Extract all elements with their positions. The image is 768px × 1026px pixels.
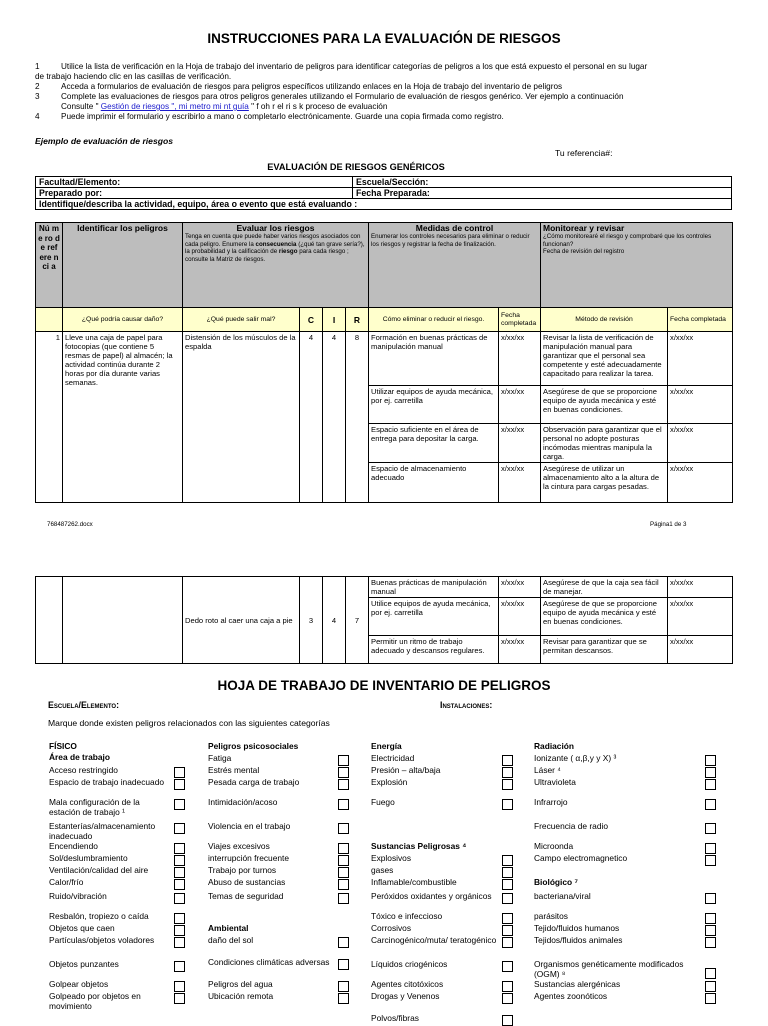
hazard-checkbox[interactable] <box>338 981 349 992</box>
page-title: INSTRUCCIONES PARA LA EVALUACIÓN DE RIESGOS <box>207 31 561 46</box>
hazard-item: Sustancias alergénicas <box>534 979 621 989</box>
hazard-item: Calor/frío <box>49 877 84 887</box>
review-date: x/xx/xx <box>668 424 733 463</box>
date-done2-subheader: Fecha completada <box>668 308 733 332</box>
hazard-checkbox[interactable] <box>502 925 513 936</box>
inventory-title: HOJA DE TRABAJO DE INVENTARIO DE PELIGROS <box>217 678 551 693</box>
hazard-item: Condiciones climáticas adversas <box>208 957 330 967</box>
reference-label: Tu referencia#: <box>555 148 613 158</box>
review-cell: Asegúrese de utilizar un almacenamiento alto a la altura de la cintura para cargas pesadas. <box>541 463 668 503</box>
hazard-item: Peligros del agua <box>208 979 273 989</box>
hazard-checkbox[interactable] <box>502 779 513 790</box>
review-date: x/xx/xx <box>668 636 733 664</box>
hazard-item: Abuso de sustancias <box>208 877 286 887</box>
faculty-field[interactable]: Facultad/Elemento: <box>36 177 353 188</box>
hazard-cell: Lleve una caja de papel para fotocopias (que contiene 5 resmas de papel) al almacén; la actividad continúa durante 2 horas por día durante varias semanas. <box>63 332 183 503</box>
hazard-item: Ventilación/calidad del aire <box>49 865 149 875</box>
cause-subheader: ¿Qué podría causar daño? <box>63 308 183 332</box>
control-date: x/xx/xx <box>499 332 541 386</box>
hazard-checkbox[interactable] <box>705 823 716 834</box>
hazard-checkbox[interactable] <box>502 879 513 890</box>
hazard-checkbox[interactable] <box>705 755 716 766</box>
inventory-instruction: Marque donde existen peligros relacionados con las siguientes categorías <box>48 718 330 728</box>
control-date: x/xx/xx <box>499 424 541 463</box>
date-prepared-field[interactable]: Fecha Preparada: <box>353 188 732 199</box>
review-date: x/xx/xx <box>668 577 733 598</box>
hazard-item: Ionizante ( α,β,y y X) ³ <box>534 753 617 763</box>
hazard-checkbox[interactable] <box>705 767 716 778</box>
hazard-item: Ultravioleta <box>534 777 576 787</box>
date-done-subheader: Fecha completada <box>499 308 541 332</box>
form-title: EVALUACIÓN DE RIESGOS GENÉRICOS <box>267 162 445 172</box>
hazard-item: Acceso restringido <box>49 765 118 775</box>
hazard-checkbox[interactable] <box>338 767 349 778</box>
control-cell: Permitir un ritmo de trabajo adecuado y descansos regulares. <box>369 636 499 664</box>
hazard-item: Sol/deslumbramiento <box>49 853 128 863</box>
identify-hazards-header: Identificar los peligros <box>63 223 183 308</box>
hazard-item: Estanterías/almacenamiento inadecuado <box>49 821 156 841</box>
risk-cell: Distensión de los músculos de la espalda <box>183 332 300 503</box>
i-value: 4 <box>323 332 346 503</box>
instruction-item: 1 Utilice la lista de verificación en la Hoja de trabajo del inventario de peligros para identificar categorías de peligros a los que está expuesto el personal en su lugar <box>35 62 648 71</box>
hazard-checkbox[interactable] <box>174 799 185 810</box>
hazard-checkbox[interactable] <box>502 1015 513 1026</box>
hazard-checkbox[interactable] <box>174 925 185 936</box>
hazard-checkbox[interactable] <box>502 981 513 992</box>
hazard-item: gases <box>371 865 394 875</box>
risk-management-link[interactable]: Gestión de riesgos ", mi metro mi nt guía <box>100 102 249 111</box>
instruction-item: 3 Complete las evaluaciones de riesgos para otros peligros generales utilizando el Formulario de evaluación de riesgos genérico. Ver ejemplo a continuación <box>35 92 624 101</box>
hazard-checkbox[interactable] <box>338 755 349 766</box>
hazard-checkbox[interactable] <box>502 913 513 924</box>
c-value: 3 <box>300 577 323 664</box>
hazard-item: Estrés mental <box>208 765 260 775</box>
hazard-item: Microonda <box>534 841 574 851</box>
control-measures-header: Medidas de control Enumerar los controles necesarios para eliminar o reducir los riesgos y registrar la fecha de finalización. <box>369 223 541 308</box>
wrong-subheader: ¿Qué puede salir mal? <box>183 308 300 332</box>
hazard-item: Pesada carga de trabajo <box>208 777 300 787</box>
hazard-item: Electricidad <box>371 753 415 763</box>
hazard-item: Fatiga <box>208 753 232 763</box>
hazard-item: Polvos/fibras <box>371 1013 419 1023</box>
monitor-review-header: Monitorear y revisar ¿Cómo monitorearé el riesgo y comprobaré que los controles funcionan? Fecha de revisión del registro <box>541 223 733 308</box>
category-heading: Radiación <box>534 741 575 751</box>
category-heading: FÍSICO <box>49 741 77 751</box>
risk-subheader: R <box>346 308 369 332</box>
hazard-checkbox[interactable] <box>338 937 349 948</box>
review-cell: Observación para garantizar que el personal no adopte posturas incómodas mientras manipula la carga. <box>541 424 668 463</box>
hazard-item: Drogas y Venenos <box>371 991 440 1001</box>
hazard-item: Objetos que caen <box>49 923 115 933</box>
hazard-checkbox[interactable] <box>338 855 349 866</box>
control-date: x/xx/xx <box>499 636 541 664</box>
hazard-checkbox[interactable] <box>705 855 716 866</box>
hazard-item: Láser ⁴ <box>534 765 561 775</box>
hazard-checkbox[interactable] <box>502 893 513 904</box>
hazard-item: Frecuencia de radio <box>534 821 609 831</box>
hazard-checkbox[interactable] <box>174 981 185 992</box>
hazard-item: Mala configuración de la estación de trabajo ¹ <box>49 797 140 817</box>
instruction-item: 2 Acceda a formularios de evaluación de riesgos para peligros específicos utilizando enlaces en la Hoja de trabajo del inventario de peligros <box>35 82 563 91</box>
hazard-checkbox[interactable] <box>705 925 716 936</box>
hazard-item: daño del sol <box>208 935 254 945</box>
hazard-checkbox[interactable] <box>338 843 349 854</box>
hazard-checkbox[interactable] <box>338 959 349 970</box>
hazard-item: Tóxico e infeccioso <box>371 911 443 921</box>
ref-number-header: Nú me ro de ref ere nci a <box>36 223 63 308</box>
identify-activity-field[interactable]: Identifique/describa la actividad, equipo, área o evento que está evaluando : <box>36 199 732 210</box>
hazard-item: Trabajo por turnos <box>208 865 277 875</box>
hazard-item: Ubicación remota <box>208 991 274 1001</box>
review-cell: Asegúrese de que la caja sea fácil de manejar. <box>541 577 668 598</box>
control-cell: Formación en buenas prácticas de manipulación manual <box>369 332 499 386</box>
hazard-checkbox[interactable] <box>502 799 513 810</box>
review-cell: Revisar la lista de verificación de manipulación manual para garantizar que el personal sea competente y esté adecuadamente capacitado para realizar la tarea. <box>541 332 668 386</box>
review-cell: Asegúrese de que se proporcione equipo de ayuda mecánica y esté en buenas condiciones. <box>541 386 668 424</box>
control-cell: Buenas prácticas de manipulación manual <box>369 577 499 598</box>
how-subheader: Cómo eliminar o reducir el riesgo. <box>369 308 499 332</box>
control-cell: Utilice equipos de ayuda mecánica, por ej. carretilla <box>369 598 499 636</box>
control-date: x/xx/xx <box>499 386 541 424</box>
category-heading: Biológico ⁷ <box>534 877 578 887</box>
footer-page-number: Página1 de 3 <box>650 521 687 528</box>
hazard-item: Temas de seguridad <box>208 891 284 901</box>
hazard-item: Explosivos <box>371 853 412 863</box>
hazard-item: interrupción frecuente <box>208 853 290 863</box>
hazard-item: Viajes excesivos <box>208 841 270 851</box>
hazard-checkbox[interactable] <box>174 867 185 878</box>
hazard-item: Organismos genéticamente modificados (OGM) ⁸ <box>534 959 684 979</box>
hazard-item: Campo electromagnetico <box>534 853 628 863</box>
hazard-checkbox[interactable] <box>174 993 185 1004</box>
hazard-item: Presión – alta/baja <box>371 765 441 775</box>
review-date: x/xx/xx <box>668 386 733 424</box>
example-label: Ejemplo de evaluación de riesgos <box>35 136 174 146</box>
category-heading: Peligros psicosociales <box>208 741 299 751</box>
inventory-facilities-label: Instalaciones: <box>440 700 493 710</box>
hazard-checkbox[interactable] <box>502 755 513 766</box>
control-cell: Espacio suficiente en el área de entrega para depositar la carga. <box>369 424 499 463</box>
hazard-item: Corrosivos <box>371 923 412 933</box>
hazard-item: Infrarrojo <box>534 797 568 807</box>
hazard-checkbox[interactable] <box>174 961 185 972</box>
hazard-checkbox[interactable] <box>338 823 349 834</box>
hazard-checkbox[interactable] <box>705 993 716 1004</box>
review-cell: Revisar para garantizar que se permitan descansos. <box>541 636 668 664</box>
hazard-checkbox[interactable] <box>174 879 185 890</box>
control-date: x/xx/xx <box>499 577 541 598</box>
consequence-subheader: C <box>300 308 323 332</box>
hazard-checkbox[interactable] <box>174 767 185 778</box>
hazard-checkbox[interactable] <box>174 779 185 790</box>
category-heading: Energía <box>371 741 402 751</box>
hazard-checkbox[interactable] <box>705 913 716 924</box>
hazard-item: Golpeado por objetos en movimiento <box>49 991 141 1011</box>
risk-cell: Dedo roto al caer una caja a pie <box>183 577 300 664</box>
hazard-checkbox[interactable] <box>338 867 349 878</box>
hazard-item: parásitos <box>534 911 568 921</box>
review-date: x/xx/xx <box>668 332 733 386</box>
category-heading: Ambiental <box>208 923 249 933</box>
hazard-item: Encendiendo <box>49 841 98 851</box>
category-heading: Sustancias Peligrosas ⁴ <box>371 841 467 851</box>
evaluate-risks-header: Evaluar los riesgos Tenga en cuenta que puede haber varios riesgos asociados con cada peligro. Enumere la consecuencia (¿qué tan grave sería?), la probabilidad y la calificación de riesgo para cada riesgo ; consulte la Matriz de riesgos. <box>183 223 369 308</box>
control-date: x/xx/xx <box>499 463 541 503</box>
control-cell: Utilizar equipos de ayuda mecánica, por ej. carretilla <box>369 386 499 424</box>
c-value: 4 <box>300 332 323 503</box>
review-date: x/xx/xx <box>668 463 733 503</box>
hazard-item: Peróxidos oxidantes y orgánicos <box>371 891 492 901</box>
footer-doc-name: 768487262.docx <box>47 521 93 528</box>
hazard-checkbox[interactable] <box>174 855 185 866</box>
control-cell: Espacio de almacenamiento adecuado <box>369 463 499 503</box>
method-subheader: Método de revisión <box>541 308 668 332</box>
hazard-item: Objetos punzantes <box>49 959 119 969</box>
hazard-item: Tejido/fluidos humanos <box>534 923 620 933</box>
probability-subheader: I <box>323 308 346 332</box>
hazard-checkbox[interactable] <box>502 993 513 1004</box>
hazard-item: Carcinogénico/muta/ teratogénico <box>371 935 497 945</box>
hazard-checkbox[interactable] <box>174 893 185 904</box>
instruction-item: 4 Puede imprimir el formulario y escribirlo a mano o completarlo electrónicamente. Guarde una copia firmada como registro. <box>35 112 504 121</box>
hazard-item: Espacio de trabajo inadecuado <box>49 777 165 787</box>
r-value: 7 <box>346 577 369 664</box>
i-value: 4 <box>323 577 346 664</box>
hazard-item: Partículas/objetos voladores <box>49 935 155 945</box>
hazard-item: Tejidos/fluidos animales <box>534 935 623 945</box>
instructions-list: 1 Utilice la lista de verificación en la Hoja de trabajo del inventario de peligros para identificar categorías de peligros a los que está expuesto el personal en su lugar de trabajo haciendo clic en las casillas de verificación. 2 Acceda a formularios de evaluación de riesgos para peligros específicos utilizando enlaces en la Hoja de trabajo del inventario de peligros 3 Complete las evaluaciones de riesgos para otros peligros generales utilizando el Formulario de evaluación de riesgos genérico. Ver ejemplo a continuación Consulte " Gestión de riesgos ", mi metro mi nt guía " f oh r el ri s k proceso de evaluación 4 Puede imprimir el formulario y escribirlo a mano o completarlo electrónicamente. Guarde una copia firmada como registro. <box>35 62 750 122</box>
hazard-checkbox[interactable] <box>705 799 716 810</box>
review-cell: Asegúrese de que se proporcione equipo de ayuda mecánica y esté en buenas condiciones. <box>541 598 668 636</box>
hazard-checkbox[interactable] <box>174 913 185 924</box>
hazard-checkbox[interactable] <box>174 843 185 854</box>
hazard-checkbox[interactable] <box>338 893 349 904</box>
hazard-item: Agentes zoonóticos <box>534 991 608 1001</box>
hazard-checkbox[interactable] <box>502 767 513 778</box>
hazard-checkbox[interactable] <box>705 968 716 979</box>
hazard-checkbox[interactable] <box>502 867 513 878</box>
hazard-item: Violencia en el trabajo <box>208 821 291 831</box>
hazard-checkbox[interactable] <box>705 893 716 904</box>
hazard-checkbox[interactable] <box>502 961 513 972</box>
hazard-checkbox[interactable] <box>705 779 716 790</box>
hazard-checkbox[interactable] <box>174 937 185 948</box>
hazard-checkbox[interactable] <box>338 993 349 1004</box>
review-date: x/xx/xx <box>668 598 733 636</box>
hazard-item: Líquidos criogénicos <box>371 959 448 969</box>
ref-number-cell: 1 <box>36 332 63 503</box>
hazard-item: Golpear objetos <box>49 979 109 989</box>
hazard-item: bacteriana/viral <box>534 891 591 901</box>
hazard-checkbox[interactable] <box>338 779 349 790</box>
hazard-checkbox[interactable] <box>174 823 185 834</box>
hazard-item: Ruido/vibración <box>49 891 107 901</box>
hazard-checkbox[interactable] <box>705 843 716 854</box>
category-subheading: Área de trabajo <box>49 752 110 762</box>
hazard-checkbox[interactable] <box>338 799 349 810</box>
hazard-item: Inflamable/combustible <box>371 877 457 887</box>
hazard-item: Fuego <box>371 797 395 807</box>
school-field[interactable]: Escuela/Sección: <box>353 177 732 188</box>
hazard-checkbox[interactable] <box>705 937 716 948</box>
hazard-item: Intimidación/acoso <box>208 797 278 807</box>
hazard-checkbox[interactable] <box>338 879 349 890</box>
prepared-by-field[interactable]: Preparado por: <box>36 188 353 199</box>
hazard-item: Resbalón, tropiezo o caída <box>49 911 149 921</box>
control-date: x/xx/xx <box>499 598 541 636</box>
hazard-item: Agentes citotóxicos <box>371 979 444 989</box>
hazard-item: Explosión <box>371 777 408 787</box>
r-value: 8 <box>346 332 369 503</box>
inventory-school-label: Escuela/Elemento: <box>48 700 119 710</box>
hazard-checkbox[interactable] <box>502 855 513 866</box>
hazard-checkbox[interactable] <box>705 981 716 992</box>
hazard-checkbox[interactable] <box>502 937 513 948</box>
